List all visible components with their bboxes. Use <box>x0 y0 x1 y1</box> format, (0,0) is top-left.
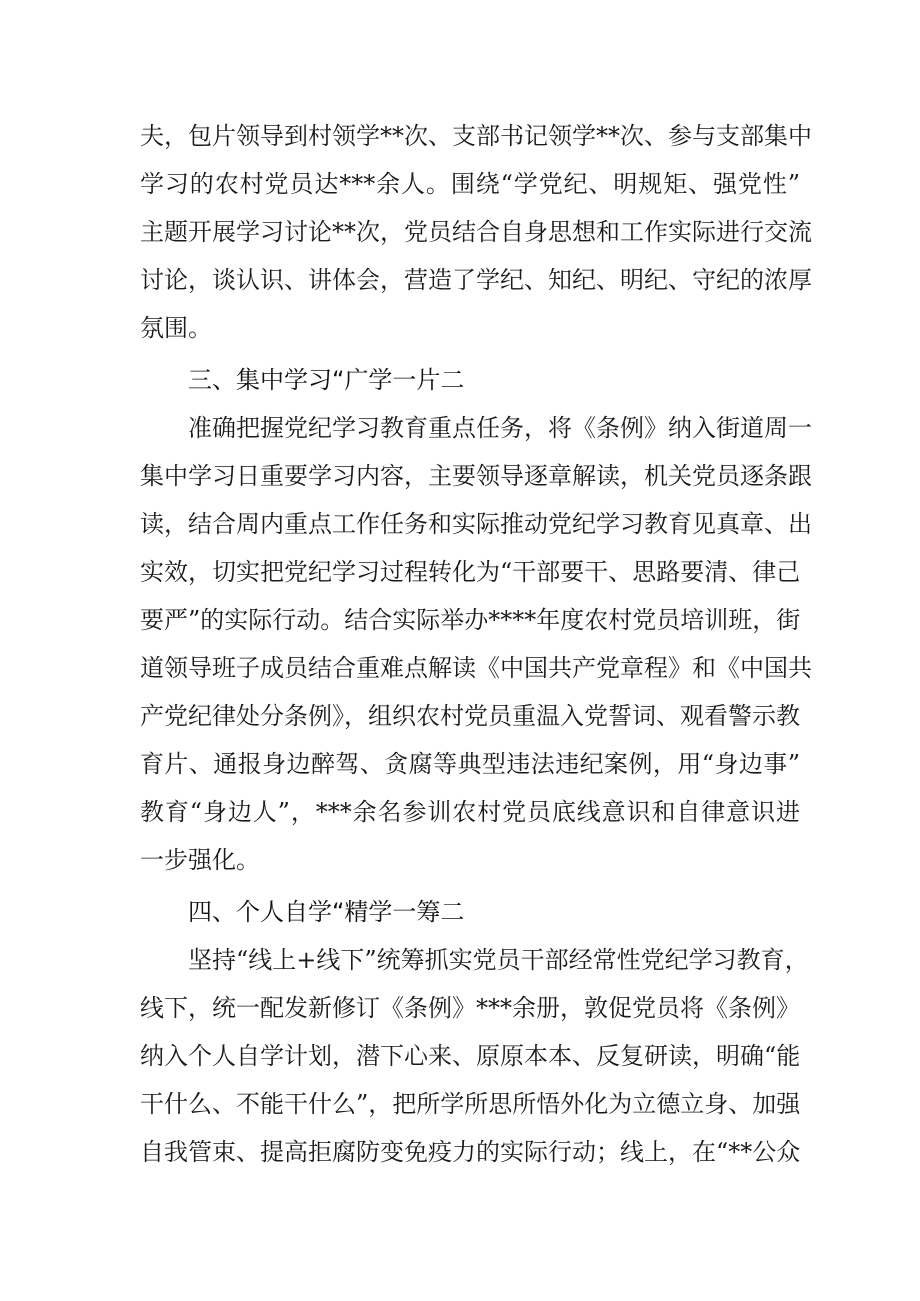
paragraph-line: 纳入个人自学计划，潜下心来、原原本本、反复研读，明确“能 <box>140 1042 801 1070</box>
paragraph-line: 学习的农村党员达***余人。围绕“学党纪、明规矩、强党性” <box>140 170 800 198</box>
paragraph-line: 夫，包片领导到村领学**次、支部书记领学**次、参与支部集中 <box>140 122 812 150</box>
paragraph-line: 道领导班子成员结合重难点解读《中国共产党章程》和《中国共 <box>140 654 812 682</box>
paragraph-line: 坚持“线上+线下”统筹抓实党员干部经常性党纪学习教育， <box>188 946 809 974</box>
paragraph-line: 线下，统一配发新修订《条例》***余册，敦促党员将《条例》 <box>140 994 800 1022</box>
paragraph-1 <box>140 112 812 352</box>
paragraph-line: 育片、通报身边醉驾、贪腐等典型违法违纪案例，用“身边事” <box>140 750 800 778</box>
paragraph-line: 准确把握党纪学习教育重点任务，将《条例》纳入街道周一 <box>188 414 812 442</box>
paragraph-line: 实效，切实把党纪学习过程转化为“干部要干、思路要清、律己 <box>140 558 801 586</box>
paragraph-line: 读，结合周内重点工作任务和实际推动党纪学习教育见真章、出 <box>140 510 812 538</box>
paragraph-3 <box>140 936 809 1176</box>
paragraph-2 <box>140 404 812 884</box>
paragraph-line: 干什么、不能干什么”，把所学所思所悟外化为立德立身、加强 <box>140 1090 801 1118</box>
section-heading-4: 四、个人自学“精学一筹二 <box>188 898 465 926</box>
paragraph-line: 讨论，谈认识、讲体会，营造了学纪、知纪、明纪、守纪的浓厚 <box>140 266 812 294</box>
paragraph-line: 主题开展学习讨论**次，党员结合自身思想和工作实际进行交流 <box>140 218 812 246</box>
paragraph-line: 要严”的实际行动。结合实际举办****年度农村党员培训班，街 <box>140 606 801 634</box>
paragraph-line: 一步强化。 <box>140 846 260 874</box>
paragraph-line: 氛围。 <box>140 314 212 342</box>
paragraph-line: 自我管束、提高拒腐防变免疫力的实际行动；线上，在“**公众 <box>140 1138 801 1166</box>
paragraph-line: 集中学习日重要学习内容，主要领导逐章解读，机关党员逐条跟 <box>140 462 812 490</box>
paragraph-line: 产党纪律处分条例》，组织农村党员重温入党誓词、观看警示教 <box>140 702 800 730</box>
section-heading-3: 三、集中学习“广学一片二 <box>188 366 465 394</box>
paragraph-line: 教育“身边人”，***余名参训农村党员底线意识和自律意识进 <box>140 798 800 826</box>
